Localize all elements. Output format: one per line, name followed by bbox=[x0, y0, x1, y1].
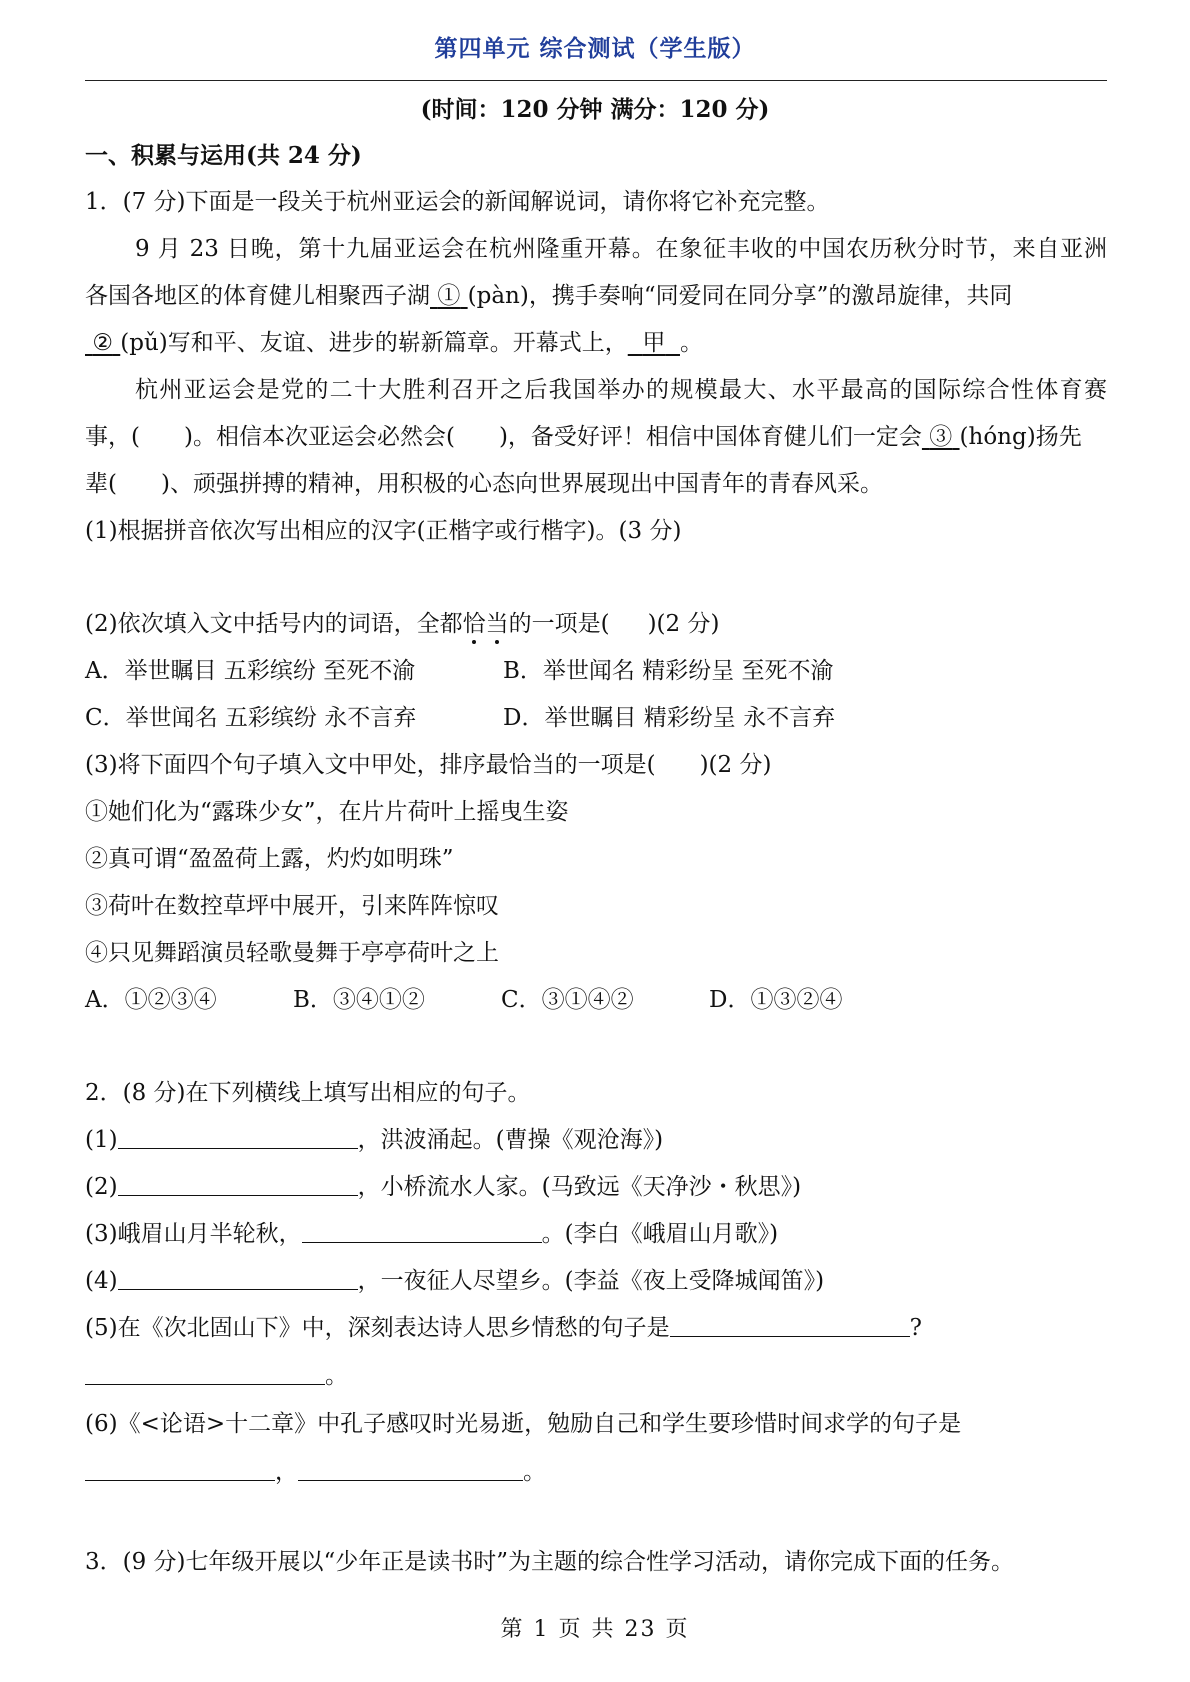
fill-line: (5)在《次北固山下》中，深刻表达诗人思乡情愁的句子是 ? bbox=[85, 1315, 922, 1341]
sentence-item: ①她们化为“露珠少女”，在片片荷叶上摇曳生姿 bbox=[85, 799, 569, 825]
emphasis-char: 当 bbox=[485, 611, 509, 637]
sub-question-2: (2)依次填入文中括号内的词语，全都恰当的一项是( )(2 分) bbox=[85, 611, 720, 637]
answer-blank[interactable] bbox=[670, 1314, 910, 1337]
option-row bbox=[85, 655, 1107, 687]
question-2-stem: 2．(8 分)在下列横线上填写出相应的句子。 bbox=[85, 1080, 531, 1106]
section-title: 一、积累与运用(共 24 分) bbox=[85, 142, 362, 169]
option-D[interactable]: D．①③②④ bbox=[709, 987, 843, 1013]
option-row bbox=[85, 702, 1107, 734]
answer-blank[interactable] bbox=[298, 1458, 523, 1481]
question-1-stem: 1．(7 分)下面是一段关于杭州亚运会的新闻解说词，请你将它补充完整。 bbox=[85, 189, 830, 215]
passage-line: 辈( )、顽强拼搏的精神，用积极的心态向世界展现出中国青年的青春风采。 bbox=[85, 471, 883, 497]
option-B[interactable]: B．举世闻名 精彩纷呈 至死不渝 bbox=[503, 658, 834, 684]
passage-text: 各国各地区的体育健儿相聚西子湖 bbox=[85, 283, 430, 309]
option-C[interactable]: C．③①④② bbox=[501, 987, 634, 1013]
sub-question-1: (1)根据拼音依次写出相应的汉字(正楷字或行楷字)。(3 分) bbox=[85, 518, 682, 544]
page-number: 第 1 页 共 23 页 bbox=[500, 1617, 690, 1642]
fill-line: 。 bbox=[85, 1360, 1107, 1392]
passage-text: 。 bbox=[679, 330, 703, 356]
time-score-info: (时间：120 分钟 满分：120 分) bbox=[420, 96, 770, 123]
option-A[interactable]: A．举世瞩目 五彩缤纷 至死不渝 bbox=[85, 658, 416, 684]
answer-blank[interactable] bbox=[85, 1458, 275, 1481]
option-A[interactable]: A．①②③④ bbox=[85, 987, 217, 1013]
passage-line: 事，( )。相信本次亚运会必然会( )，备受好评！相信中国体育健儿们一定会 ③ (hóng)扬先 bbox=[85, 424, 1082, 450]
sentence-item: ③荷叶在数控草坪中展开，引来阵阵惊叹 bbox=[85, 893, 499, 919]
option-D[interactable]: D．举世瞩目 精彩纷呈 永不言弃 bbox=[503, 705, 836, 731]
answer-blank[interactable] bbox=[302, 1220, 542, 1243]
blank-2[interactable]: ② bbox=[92, 330, 113, 356]
blank-3[interactable]: ③ bbox=[929, 424, 953, 450]
blank-jia[interactable]: 甲 bbox=[642, 330, 666, 356]
option-B[interactable]: B．③④①② bbox=[293, 987, 425, 1013]
sub-question-3: (3)将下面四个句子填入文中甲处，排序最恰当的一项是( )(2 分) bbox=[85, 752, 772, 778]
passage-text: (pǔ)写和平、友谊、进步的崭新篇章。开幕式上， bbox=[120, 330, 628, 356]
passage-line bbox=[85, 327, 1107, 359]
passage-text: (pàn)，携手奏响“同爱同在同分享”的激昂旋律，共同 bbox=[467, 283, 1013, 309]
option-C[interactable]: C．举世闻名 五彩缤纷 永不言弃 bbox=[85, 705, 417, 731]
answer-blank[interactable] bbox=[118, 1173, 358, 1196]
fill-line: (2) ，小桥流水人家。(马致远《天净沙・秋思》) bbox=[85, 1174, 802, 1200]
question-3-stem: 3．(9 分)七年级开展以“少年正是读书时”为主题的综合性学习活动，请你完成下面的任务。 bbox=[85, 1549, 1015, 1575]
blank-1[interactable]: ① bbox=[437, 283, 461, 309]
header-divider bbox=[85, 80, 1107, 81]
fill-line: (4) ，一夜征人尽望乡。(李益《夜上受降城闻笛》) bbox=[85, 1268, 825, 1294]
fill-line: (3)峨眉山月半轮秋， 。(李白《峨眉山月歌》) bbox=[85, 1221, 779, 1247]
fill-line: (6)《<论语>十二章》中孔子感叹时光易逝，勉励自己和学生要珍惜时间求学的句子是 bbox=[85, 1411, 962, 1437]
answer-blank[interactable] bbox=[118, 1267, 358, 1290]
fill-line: (1) ，洪波涌起。(曹操《观沧海》) bbox=[85, 1127, 664, 1153]
fill-line: ， 。 bbox=[85, 1456, 1107, 1488]
sentence-item: ④只见舞蹈演员轻歌曼舞于亭亭荷叶之上 bbox=[85, 940, 499, 966]
passage-line bbox=[85, 280, 1107, 312]
emphasis-char: 恰 bbox=[462, 611, 486, 637]
passage-line: 杭州亚运会是党的二十大胜利召开之后我国举办的规模最大、水平最高的国际综合性体育赛 bbox=[135, 377, 1107, 403]
document-title: 第四单元 综合测试（学生版） bbox=[434, 36, 756, 62]
sentence-item: ②真可谓“盈盈荷上露，灼灼如明珠” bbox=[85, 846, 454, 872]
option-row bbox=[85, 984, 1107, 1016]
passage-line: 9 月 23 日晚，第十九届亚运会在杭州隆重开幕。在象征丰收的中国农历秋分时节，来自亚洲 bbox=[135, 236, 1107, 262]
answer-blank[interactable] bbox=[118, 1126, 358, 1149]
answer-blank[interactable] bbox=[85, 1362, 325, 1385]
